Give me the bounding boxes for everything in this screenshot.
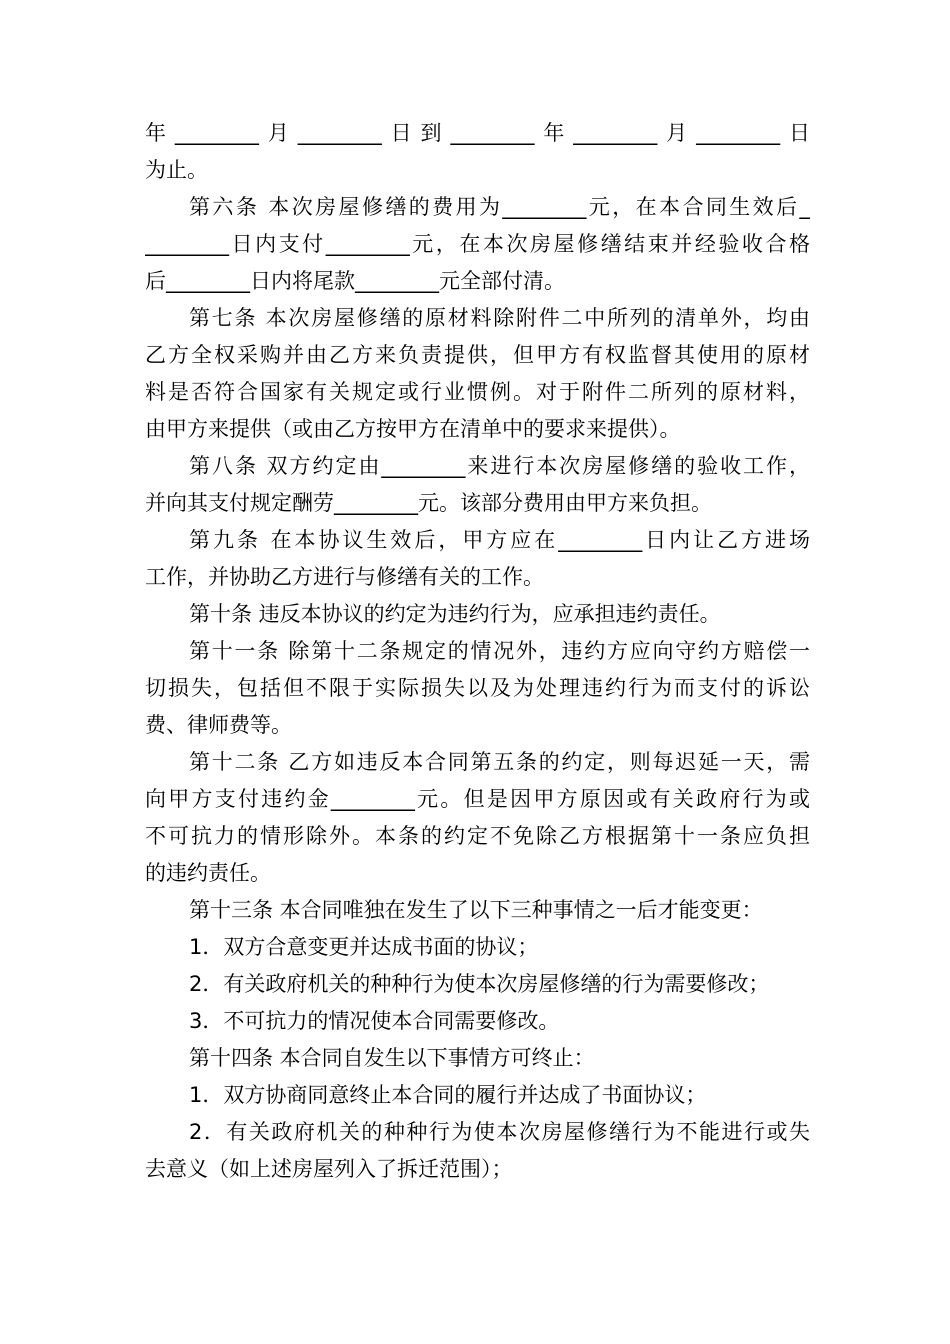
list-item: 2．有关政府机关的种种行为使本次房屋修缮的行为需要修改； bbox=[189, 972, 770, 996]
text-line: 的违约责任。 bbox=[145, 861, 271, 885]
text-line: 为止。 bbox=[145, 158, 208, 182]
list-item: 3．不可抗力的情况使本合同需要修改。 bbox=[189, 1009, 560, 1033]
article-6-line: 第六条 本次房屋修缮的费用为________元，在本合同生效后_ bbox=[189, 195, 810, 219]
article-10-line: 第十条 违反本协议的约定为违约行为，应承担违约责任。 bbox=[189, 602, 721, 626]
article-12-line: 第十二条 乙方如违反本合同第五条的约定，则每迟延一天，需 bbox=[189, 750, 810, 774]
text-line: 不可抗力的情形除外。本条的约定不免除乙方根据第十一条应负担 bbox=[145, 824, 810, 848]
text-line: 并向其支付规定酬劳________元。该部分费用由甲方来负担。 bbox=[145, 491, 712, 515]
text-line: 工作，并协助乙方进行与修缮有关的工作。 bbox=[145, 565, 544, 589]
document-body bbox=[145, 115, 810, 1188]
list-item: 1．双方合意变更并达成书面的协议； bbox=[189, 935, 539, 959]
text-line: 后________日内将尾款________元全部付清。 bbox=[145, 269, 565, 293]
article-13-line: 第十三条 本合同唯独在发生了以下三种事情之一后才能变更： bbox=[189, 898, 763, 922]
article-7-line: 第七条 本次房屋修缮的原材料除附件二中所列的清单外，均由 bbox=[189, 306, 810, 330]
article-11-line: 第十一条 除第十二条规定的情况外，违约方应向守约方赔偿一 bbox=[189, 639, 810, 663]
text-line: 向甲方支付违约金________元。但是因甲方原因或有关政府行为或 bbox=[145, 787, 810, 811]
text-line: 年________月________日到________年________月________日 bbox=[145, 121, 810, 145]
text-line: 去意义（如上述房屋列入了拆迁范围）； bbox=[145, 1157, 513, 1181]
text-line: 费、律师费等。 bbox=[145, 713, 292, 737]
text-line: 由甲方来提供（或由乙方按甲方在清单中的要求来提供）。 bbox=[145, 417, 681, 441]
article-9-line: 第九条 在本协议生效后，甲方应在________日内让乙方进场 bbox=[189, 528, 810, 552]
article-14-line: 第十四条 本合同自发生以下事情方可终止： bbox=[189, 1046, 595, 1070]
article-8-line: 第八条 双方约定由________来进行本次房屋修缮的验收工作， bbox=[189, 454, 810, 478]
text-line: 料是否符合国家有关规定或行业惯例。对于附件二所列的原材料， bbox=[145, 380, 810, 404]
list-item: 2．有关政府机关的种种行为使本次房屋修缮行为不能进行或失 bbox=[189, 1120, 810, 1144]
text-line: 乙方全权采购并由乙方来负责提供，但甲方有权监督其使用的原材 bbox=[145, 343, 810, 367]
list-item: 1．双方协商同意终止本合同的履行并达成了书面协议； bbox=[189, 1083, 707, 1107]
text-line: 切损失，包括但不限于实际损失以及为处理违约行为而支付的诉讼 bbox=[145, 676, 810, 700]
text-line: ________日内支付________元，在本次房屋修缮结束并经验收合格 bbox=[145, 232, 810, 256]
